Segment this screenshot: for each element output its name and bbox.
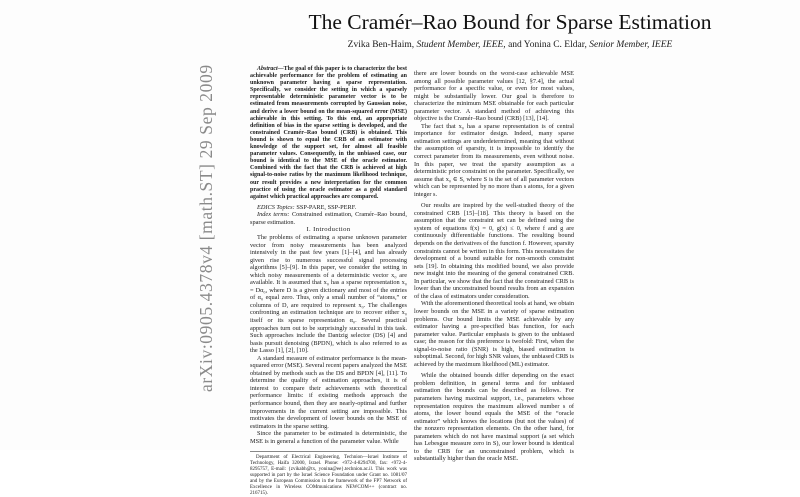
right-column	[414, 70, 574, 463]
author-line	[230, 40, 790, 50]
abstract	[250, 66, 407, 201]
section-heading-introduction: I. Introduction	[306, 226, 351, 234]
edics-topics	[250, 204, 407, 212]
index-terms-label: Index terms:	[257, 211, 290, 219]
right-paragraph-3: Our results are inspired by the well-studied theory of the constrained CRB [15]–[18]. This theory is based on the assumption that the constraint set can be defined using the system of equations f(x) = 0, g(x) ≤ 0, where f and g are continuously differentiable functions. The resulting bound depends on the derivatives of the function f. However, sparsity constraints cannot be written in this form. This necessitates the development of a bound suitable for non-smooth constraint sets [19]. In obtaining this modified bound, we also provide new insight into the meaning of the general constrained CRB. In particular, we show that the fact that the constrained CRB is lower than the unconstrained bound results from an expansion of the class of estimators under consideration.	[414, 202, 574, 300]
edics-label: EDICS Topics:	[257, 203, 295, 211]
arxiv-identifier-stamp: arXiv:0905.4378v4 [math.ST] 29 Sep 2009	[196, 64, 216, 392]
abstract-body: The goal of this paper is to characterize the best achievable performance for the problem of estimating an unknown parameter having a sparse representation. Specifically, we consider the setting in which a sparsely representable deterministic parameter vector is to be estimated from measurements corrupted by Gaussian noise, and derive a lower bound on the mean-squared error (MSE) achievable in this setting. To this end, an appropriate definition of bias in the sparse setting is developed, and the constrained Cramér–Rao bound (CRB) is obtained. This bound is shown to equal the CRB of an estimator with knowledge of the support set, for almost all feasible parameter values. Consequently, in the unbiased case, our bound is identical to the MSE of the oracle estimator. Combined with the fact that the CRB is achieved at high signal-to-noise ratios by the maximum likelihood technique, our result provides a new interpretation for the common practice of using the oracle estimator as a gold standard against which practical approaches are compared.	[250, 66, 407, 200]
author-1-name: Zvika Ben-Haim,	[347, 40, 415, 50]
intro-paragraph-2: A standard measure of estimator performance is the mean-squared error (MSE). Several recent papers analyzed the MSE obtained by methods such as the DS and BPDN [4], [11]. To determine the quality of estimation approaches, it is of interest to compare their achievements with theoretical performance limits: if existing methods approach the performance bound, then they are nearly-optimal and further improvements in the current setting are impossible. This motivates the development of lower bounds on the MSE of estimators in the sparse setting.	[250, 354, 407, 430]
author-1-role: Student Member, IEEE,	[416, 40, 506, 50]
abstract-lead: Abstract—	[257, 66, 284, 72]
intro-paragraph-3: Since the parameter to be estimated is deterministic, the MSE is in general a function of the parameter value. While	[250, 430, 407, 445]
paper-title: The Cramér–Rao Bound for Sparse Estimation	[308, 10, 712, 34]
intro-paragraph-1: The problems of estimating a sparse unknown parameter vector from noisy measurements has been analyzed intensively in the past few years [1]–[4], and has already given rise to numerous successful signal processing algorithms [5]–[9]. In this paper, we consider the setting in which noisy measurements of a deterministic vector x₀ are available. It is assumed that x₀ has a sparse representation x₀ = Dα₀, where D is a given dictionary and most of the entries of α₀ equal zero. Thus, only a small number of “atoms,” or columns of D, are required to represent x₀. The challenges confronting an estimation technique are to recover either x₀ itself or its sparse representation α₀. Several practical approaches turn out to be surprisingly successful in this task. Such approaches include the Dantzig selector (DS) [4] and basis pursuit denoising (BPDN), which is also referred to as the Lasso [1], [2], [10].	[250, 233, 407, 355]
author-2-role: Senior Member, IEEE	[589, 40, 673, 50]
right-paragraph-5: While the obtained bounds differ depending on the exact problem definition, in general terms and for unbiased estimation the bounds can be described as follows. For parameters having maximal support, i.e., parameters whose representation requires the maximum allowed number s of atoms, the lower bound equals the MSE of the “oracle estimator” which knows the locations (but not the values) of the nonzero representation elements. On the other hand, for parameters which do not have maximal support (a set which has Lebesgue measure zero in S), our lower bound is identical to the CRB for an unconstrained problem, which is substantially higher than the oracle MSE.	[414, 372, 574, 463]
right-paragraph-4: With the aforementioned theoretical tools at hand, we obtain lower bounds on the MSE in a variety of sparse estimation problems. Our bound limits the MSE achievable by any estimator having a pre-specified bias function, for each parameter value. Particular emphasis is given to the unbiased case; the reason for this preference is twofold: First, when the signal-to-noise ratio (SNR) is high, biased estimation is suboptimal. Second, for high SNR values, the unbiased CRB is achieved by the maximum likelihood (ML) estimator.	[414, 300, 574, 368]
right-paragraph-2: The fact that x₀ has a sparse representation is of central importance for estimator design. Indeed, many sparse estimation settings are underdetermined, meaning that without the assumption of sparsity, it is impossible to identify the correct parameter from its measurements, even without noise. In this paper, we treat the sparsity assumption as a deterministic prior constraint on the parameter. Specifically, we assume that x₀ ∈ S, where S is the set of all parameter vectors which can be represented by no more than s atoms, for a given integer s.	[414, 122, 574, 198]
index-terms	[250, 211, 407, 226]
left-column	[250, 66, 407, 497]
index-terms-text: Constrained estimation, Cramér–Rao bound, sparse estimation.	[250, 211, 407, 226]
edics-text: SSP-PARE, SSP-PERF.	[296, 203, 357, 211]
author-joiner: and Yonina C. Eldar,	[508, 40, 587, 50]
footnote-text: Department of Electrical Engineering, Technion—Israel Institute of Technology, Haifa 32000, Israel. Phone: +972-4-8294700, fax: +972-4-8295757, E-mail: {zvikabh@tx, yonina@ee}.technion.ac.il. This work was supported in part by the Israel Science Foundation under Grant no. 1081/07 and by the European Commission in the framework of the FP7 Network of Excellence in Wireless COMmunications NEWCOM++ (contract no. 216715).	[250, 455, 407, 497]
affiliation-footnote	[250, 451, 407, 497]
right-paragraph-1: there are lower bounds on the worst-case achievable MSE among all possible parameter values [12, §7.4], the actual performance for a specific value, or even for most values, might be substantially lower. Our goal is therefore to characterize the minimum MSE obtainable for each particular parameter vector. A standard method of achieving this objective is the Cramér–Rao bound (CRB) [13], [14].	[414, 70, 574, 123]
